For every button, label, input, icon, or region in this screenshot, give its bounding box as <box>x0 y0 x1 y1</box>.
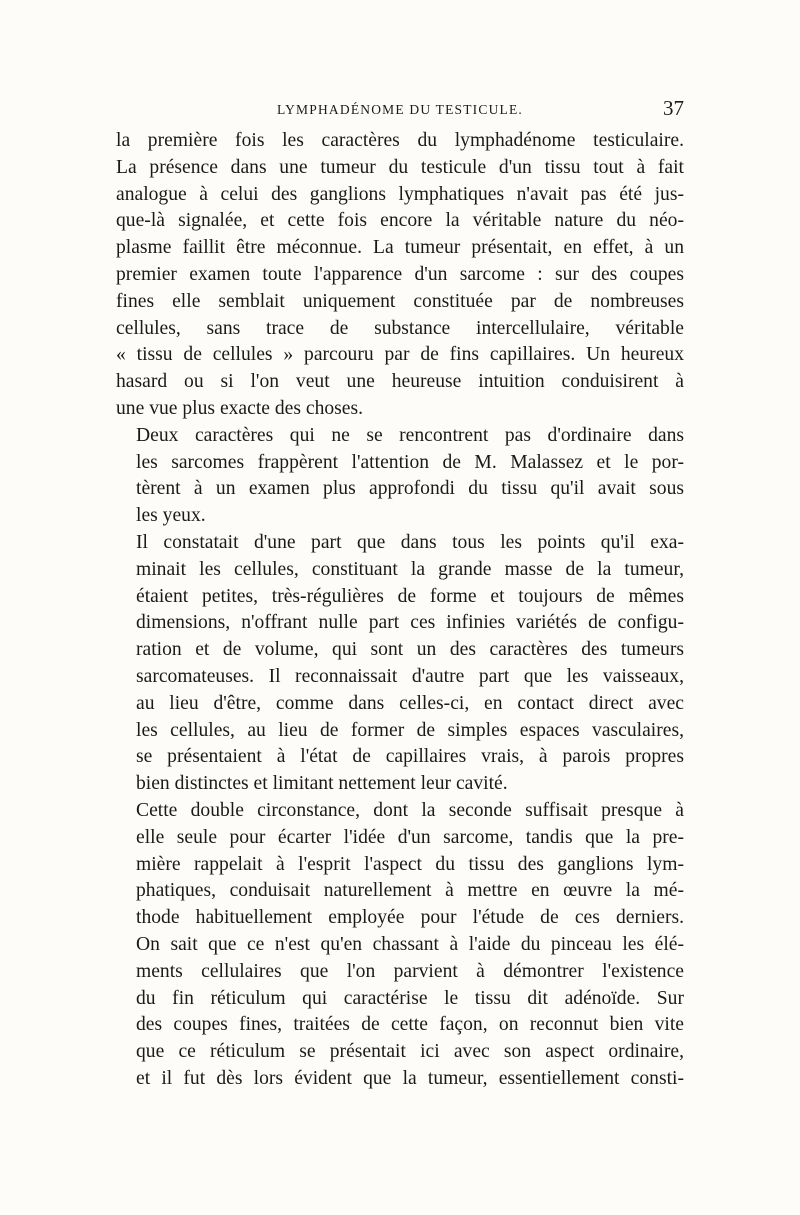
text-line: mière rappelait à l'esprit l'aspect du tissu des ganglions lym- <box>136 853 684 875</box>
running-head <box>116 96 684 126</box>
text-line: du fin réticulum qui caractérise le tissu dit adénoïde. Sur <box>136 987 684 1009</box>
page-number: 37 <box>663 96 684 120</box>
text-line: fines elle semblait uniquement constituée par de nombreuses <box>116 290 684 312</box>
text-line: La présence dans une tumeur du testicule d'un tissu tout à fait <box>116 156 684 178</box>
text-line: que ce réticulum se présentait ici avec son aspect ordinaire, <box>136 1041 684 1063</box>
text-line: étaient petites, très-régulières de forme et toujours de mêmes <box>136 585 684 607</box>
book-page <box>116 96 684 1093</box>
text-line: premier examen toute l'apparence d'un sarcome : sur des coupes <box>116 263 684 285</box>
text-line: minait les cellules, constituant la grande masse de la tumeur, <box>136 558 684 580</box>
text-line: tèrent à un examen plus approfondi du tissu qu'il avait sous <box>136 478 684 500</box>
text-line: une vue plus exacte des choses. <box>116 397 364 419</box>
text-line: que-là signalée, et cette fois encore la véritable nature du néo- <box>116 210 684 232</box>
text-line: ration et de volume, qui sont un des caractères des tumeurs <box>136 639 684 661</box>
text-line: On sait que ce n'est qu'en chassant à l'aide du pinceau les élé- <box>136 933 684 955</box>
text-line: au lieu d'être, comme dans celles-ci, en contact direct avec <box>136 692 684 714</box>
text-line: Il constatait d'une part que dans tous les points qu'il exa- <box>136 531 684 553</box>
text-line: ments cellulaires que l'on parvient à démontrer l'existence <box>136 960 684 982</box>
text-line: Cette double circonstance, dont la seconde suffisait presque à <box>136 799 684 821</box>
paragraph <box>116 423 684 530</box>
text-line: les yeux. <box>136 505 206 527</box>
text-line: hasard ou si l'on veut une heureuse intuition conduisirent à <box>116 371 684 393</box>
running-head-title: LYMPHADÉNOME DU TESTICULE. <box>277 102 523 117</box>
text-line: Deux caractères qui ne se rencontrent pas d'ordinaire dans <box>136 424 684 446</box>
paragraph <box>116 128 684 423</box>
text-line: bien distinctes et limitant nettement leur cavité. <box>136 773 508 795</box>
text-line: thode habituellement employée pour l'étude de ces derniers. <box>136 907 684 929</box>
text-line: les cellules, au lieu de former de simples espaces vasculaires, <box>136 719 684 741</box>
text-line: analogue à celui des ganglions lymphatiques n'avait pas été jus- <box>116 183 684 205</box>
text-line: la première fois les caractères du lymphadénome testiculaire. <box>116 130 684 151</box>
paragraph <box>116 530 684 798</box>
text-line: les sarcomes frappèrent l'attention de M. Malassez et le por- <box>136 451 684 473</box>
text-line: et il fut dès lors évident que la tumeur, essentiellement consti- <box>136 1067 684 1089</box>
text-line: « tissu de cellules » parcouru par de fins capillaires. Un heureux <box>116 344 684 366</box>
text-line: sarcomateuses. Il reconnaissait d'autre part que les vaisseaux, <box>136 665 684 687</box>
text-line: des coupes fines, traitées de cette façon, on reconnut bien vite <box>136 1014 684 1036</box>
text-line: plasme faillit être méconnue. La tumeur présentait, en effet, à un <box>116 237 684 259</box>
text-line: dimensions, n'offrant nulle part ces infinies variétés de configu- <box>136 612 684 634</box>
paragraph <box>116 798 684 1093</box>
body-text <box>116 128 684 1093</box>
text-line: phatiques, conduisait naturellement à mettre en œuvre la mé- <box>136 880 684 902</box>
text-line: elle seule pour écarter l'idée d'un sarcome, tandis que la pre- <box>136 826 684 848</box>
text-line: se présentaient à l'état de capillaires vrais, à parois propres <box>136 746 684 768</box>
text-line: cellules, sans trace de substance intercellulaire, véritable <box>116 317 684 339</box>
